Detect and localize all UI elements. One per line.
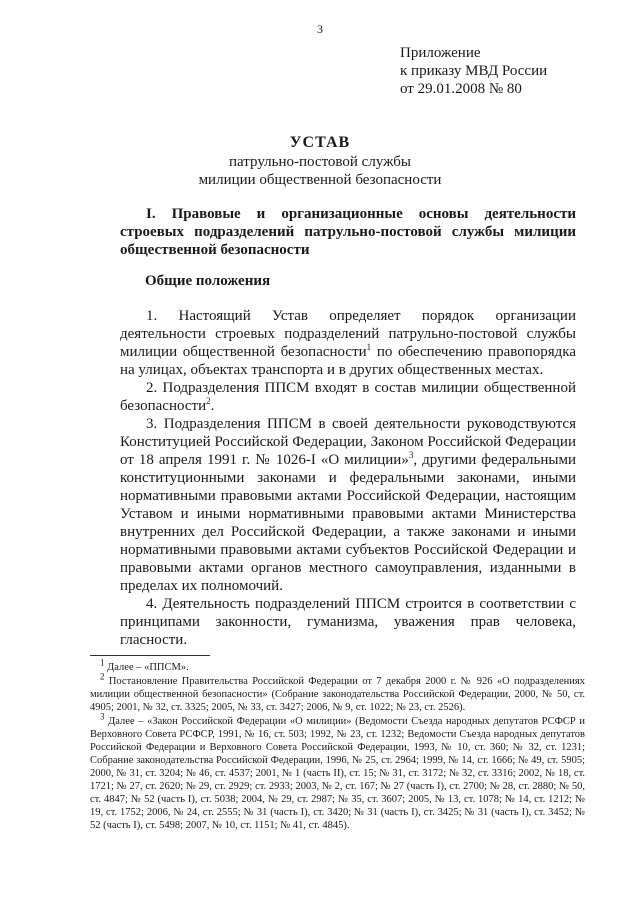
paragraph-3-text: 3. Подразделения ППСМ в своей деятельности руководствуются Конституцией Российской Федерации, Законом Российской Федерации от 18 апреля 1991 г. № 1026-I «О милиции» xyxy=(120,416,576,468)
subtitle-line-1: патрульно-постовой службы xyxy=(228,154,412,170)
annex-line-1: Приложение xyxy=(400,45,481,61)
footnote-mark: 2 xyxy=(100,671,105,682)
footnote-ref: 3 xyxy=(408,450,414,460)
footnote-ref: 1 xyxy=(366,342,372,352)
document-body xyxy=(120,307,576,649)
paragraph-1 xyxy=(120,307,576,379)
footnote-text: Постановление Правительства Российской Федерации от 7 декабря 2000 г. № 926 «О подразделениях милиции общественной безопасности» (Собрание законодательства Российской Федерации, 2000, № 50, ст. 4905; 2001, № 32, ст. 3325; 2005, № 33, ст. 3427; 2006, № 9, ст. 1022; № 23, ст. 2526). xyxy=(90,676,585,713)
footnote-mark: 1 xyxy=(100,657,105,668)
paragraph-2-text: 2. Подразделения ППСМ входят в состав милиции общественной безопасности xyxy=(120,380,576,414)
section-heading: I. Правовые и организационные основы деятельности строевых подразделений патрульно-постовой службы милиции общественной безопасности xyxy=(120,206,576,258)
document-subtitle xyxy=(0,153,640,189)
paragraph-1-text-end: по обеспечению правопорядка на улицах, объектах транспорта и в других общественных местах. xyxy=(120,344,576,378)
footnote-text: Далее – «ППСМ». xyxy=(104,662,189,673)
annex-line-3: от 29.01.2008 № 80 xyxy=(400,81,522,97)
footnote-text: Далее – «Закон Российской Федерации «О милиции» (Ведомости Съезда народных депутатов РСФСР и Верховного Совета РСФСР, 1991, № 16, ст. 503; 1992, № 23, ст. 1232; Ведомости Съезда народных депутатов Российской Федерации и Верховного Совета Российской Федерации, 1993, № 10, ст. 360; № 32, ст. 1231; Собрание законодательства Российской Федерации, 1996, № 25, ст. 2964; 1999, № 14, ст. 1666; № 49, ст. 5905; 2000, № 31, ст. 3204; № 46, ст. 4537; 2001, № 1 (часть II), ст. 15; № 31, ст. 3172; № 32, ст. 3316; 2002, № 18, ст. 1721; № 27, ст. 2620; № 29, ст. 2929; ст. 2933; 2003, № 2, ст. 167; № 27 (часть I), ст. 2700; № 28, ст. 2880; № 50, ст. 4847; № 52 (часть I), ст. 5038; 2004, № 29, ст. 2987; № 35, ст. 3607; 2005, № 13, ст. 1078; № 14, ст. 1212; № 19, ст. 1752; 2006, № 24, ст. 2555; № 31 (часть I), ст. 3420; № 31 (часть I), ст. 3425; № 31 (часть I), ст. 3452; № 52 (часть I), ст. 5498; 2007, № 10, ст. 1151; № 41, ст. 4845). xyxy=(90,716,585,831)
paragraph-3-text-end: , другими федеральными конституционными законами и федеральными законами, иными нормативными правовыми актами Российской Федерации, настоящим Уставом и иными нормативными правовыми актами Министерства внутренних дел Российской Федерации, а также законами и иными нормативными правовыми актами субъектов Российской Федерации и правовыми актами органов местного самоуправления, изданными в пределах их полномочий. xyxy=(120,452,576,594)
subtitle-line-2: милиции общественной безопасности xyxy=(198,172,442,188)
subsection-heading: Общие положения xyxy=(145,273,271,289)
footnote-divider xyxy=(90,655,210,656)
paragraph-1-text: 1. Настоящий Устав определяет порядок организации деятельности строевых подразделений патрульно-постовой службы милиции общественной безопасности xyxy=(120,308,576,360)
footnote-1 xyxy=(90,657,585,674)
footnote-mark: 3 xyxy=(100,711,105,722)
footnote-2 xyxy=(90,671,585,714)
footnote-3 xyxy=(90,711,585,832)
annex-line-2: к приказу МВД России xyxy=(400,63,548,79)
footnote-ref: 2 xyxy=(206,396,211,406)
paragraph-3 xyxy=(120,415,576,595)
paragraph-4: 4. Деятельность подразделений ППСМ строится в соответствии с принципами законности, гуманизма, уважения прав человека, гласности. xyxy=(120,596,576,648)
page-number: 3 xyxy=(317,22,323,36)
footnotes xyxy=(90,657,585,833)
paragraph-2 xyxy=(120,379,576,415)
annex-note xyxy=(400,44,547,98)
paragraph-2-text-end: . xyxy=(210,398,215,414)
document-title: УСТАВ xyxy=(289,134,351,151)
